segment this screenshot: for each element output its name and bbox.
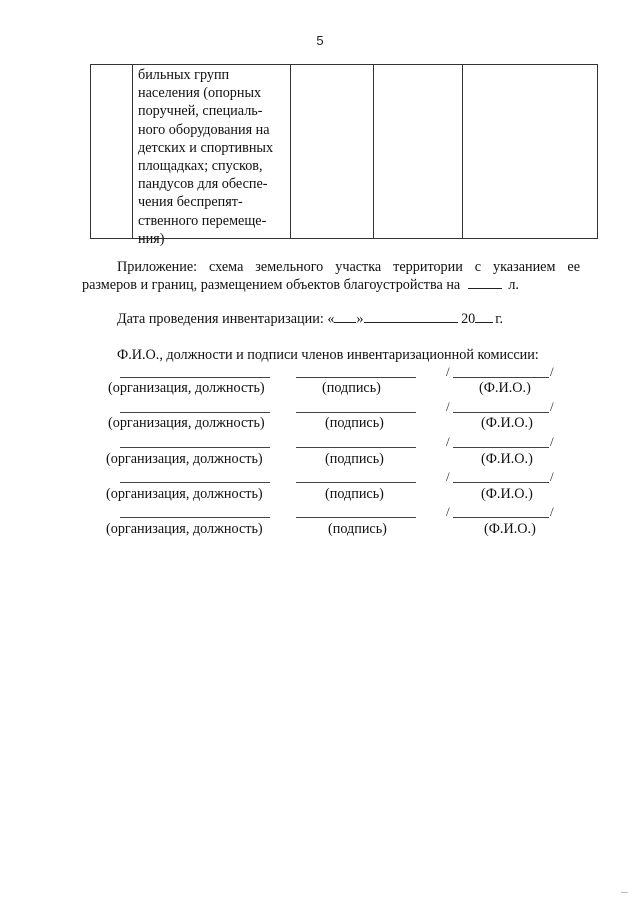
year-blank-field[interactable]	[475, 310, 493, 323]
commission-heading: Ф.И.О., должности и подписи членов инвентаризационной комиссии:	[117, 347, 539, 363]
organization-signature-line[interactable]	[120, 517, 270, 518]
day-blank-field[interactable]	[334, 310, 356, 323]
fio-slash-left: /	[446, 469, 450, 484]
table-cell-line: населения (опорных	[138, 85, 262, 102]
fio-label: (Ф.И.О.)	[481, 451, 533, 467]
table-cell-line: ния)	[138, 230, 165, 247]
inventory-date-line	[117, 309, 503, 329]
table-cell-line: бильных групп	[138, 67, 230, 83]
signature-line[interactable]	[296, 482, 416, 483]
appendix-line-2-text: размеров и границ, размещением объектов благоустройства на	[82, 277, 461, 293]
organization-signature-line[interactable]	[120, 447, 270, 448]
table-cell-line: ственного перемеще-	[138, 212, 267, 229]
organization-label: (организация, должность)	[106, 451, 263, 467]
fio-slash-left: /	[446, 504, 450, 519]
table-cell-line: пандусов для обеспе-	[138, 176, 268, 193]
inventory-date-year-prefix: 20	[461, 311, 476, 327]
signature-label: (подпись)	[325, 451, 384, 467]
fio-slash-left: /	[446, 434, 450, 449]
fio-slash-right: /	[550, 364, 554, 379]
table-column-divider	[373, 65, 374, 238]
organization-signature-line[interactable]	[120, 377, 270, 378]
organization-label: (организация, должность)	[108, 415, 265, 431]
inventory-date-quote: »	[356, 311, 364, 327]
table-cell-line: чения беспрепят-	[138, 194, 243, 211]
inventory-date-year-suffix: г.	[495, 311, 504, 327]
signature-label: (подпись)	[322, 380, 381, 396]
table-column-divider	[290, 65, 291, 238]
continuation-table	[90, 64, 598, 247]
signature-label: (подпись)	[325, 415, 384, 431]
table-column-divider	[132, 65, 133, 238]
fio-label: (Ф.И.О.)	[479, 380, 531, 396]
table-cell-description	[138, 66, 288, 248]
fio-slash-right: /	[550, 399, 554, 414]
scan-corner-mark	[621, 892, 628, 893]
fio-label: (Ф.И.О.)	[481, 486, 533, 502]
month-blank-field[interactable]	[364, 310, 458, 323]
fio-line[interactable]	[453, 517, 549, 518]
organization-label: (организация, должность)	[106, 521, 263, 537]
fio-slash-right: /	[550, 434, 554, 449]
table-cell-line: площадках; спусков,	[138, 158, 263, 175]
fio-slash-right: /	[550, 469, 554, 484]
signature-line[interactable]	[296, 447, 416, 448]
signature-line[interactable]	[296, 377, 416, 378]
table-cell-line: поручней, специаль-	[138, 103, 263, 120]
fio-line[interactable]	[453, 377, 549, 378]
organization-signature-line[interactable]	[120, 412, 270, 413]
appendix-year-suffix: л.	[508, 277, 519, 293]
fio-slash-left: /	[446, 364, 450, 379]
page-number: 5	[316, 33, 324, 48]
fio-slash-right: /	[550, 504, 554, 519]
year-blank-field[interactable]	[468, 276, 502, 289]
organization-label: (организация, должность)	[106, 486, 263, 502]
inventory-date-label: Дата проведения инвентаризации: «	[117, 311, 335, 327]
signature-label: (подпись)	[328, 521, 387, 537]
fio-label: (Ф.И.О.)	[481, 415, 533, 431]
appendix-line-1: Приложение: схема земельного участка территории с указанием ее	[117, 259, 580, 275]
signature-label: (подпись)	[325, 486, 384, 502]
organization-label: (организация, должность)	[108, 380, 265, 396]
organization-signature-line[interactable]	[120, 482, 270, 483]
signature-line[interactable]	[296, 517, 416, 518]
signature-line[interactable]	[296, 412, 416, 413]
table-cell-line: детских и спортивных	[138, 139, 274, 156]
fio-line[interactable]	[453, 447, 549, 448]
fio-line[interactable]	[453, 482, 549, 483]
fio-line[interactable]	[453, 412, 549, 413]
fio-label: (Ф.И.О.)	[484, 521, 536, 537]
fio-slash-left: /	[446, 399, 450, 414]
table-column-divider	[462, 65, 463, 238]
appendix-line-2	[82, 275, 519, 295]
table-cell-line: ного оборудования на	[138, 121, 270, 138]
